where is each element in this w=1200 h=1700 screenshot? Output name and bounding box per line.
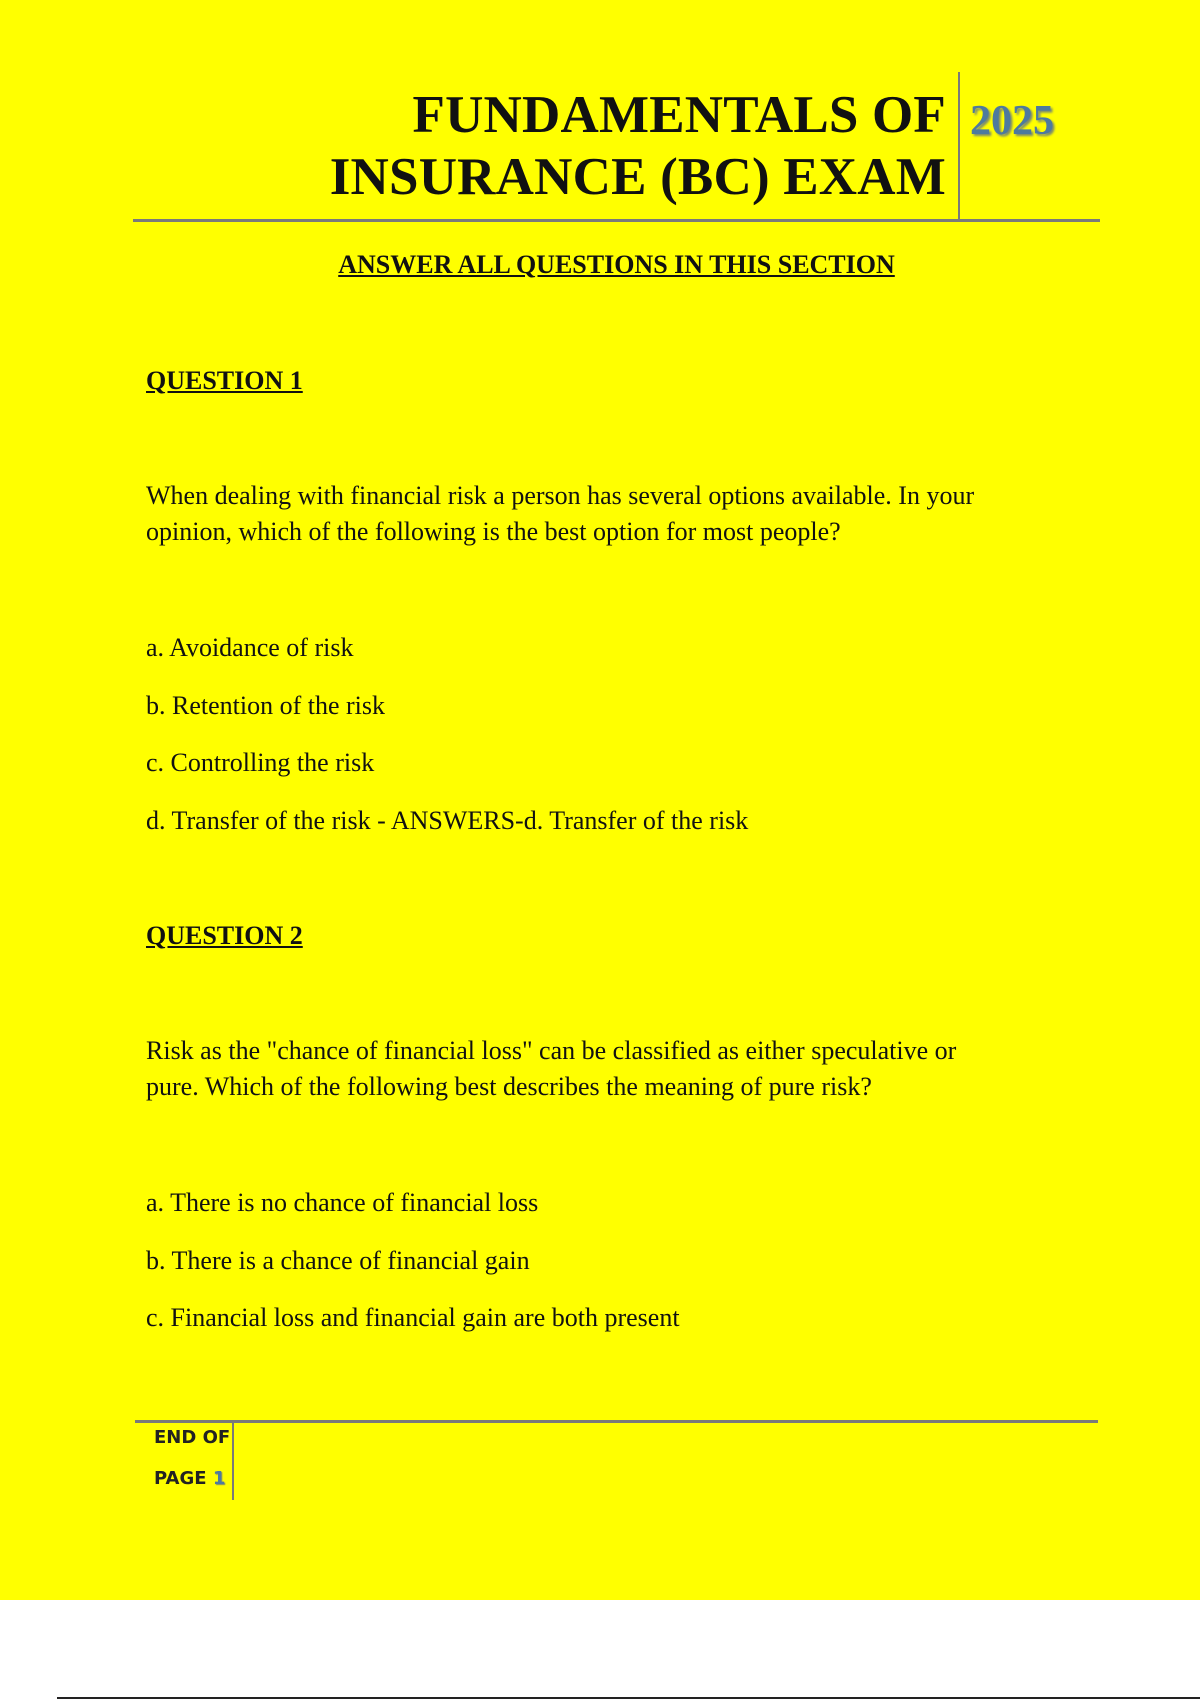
question-2-option-b: b. There is a chance of financial gain — [146, 1246, 530, 1275]
question-2-text-line-2: pure. Which of the following best describes the meaning of pure risk? — [146, 1072, 872, 1101]
question-1-option-a: a. Avoidance of risk — [146, 633, 354, 662]
footer-end-of: END OF — [154, 1427, 231, 1448]
footer-divider — [135, 1420, 1098, 1423]
question-1-option-b: b. Retention of the risk — [146, 691, 386, 720]
section-instruction: ANSWER ALL QUESTIONS IN THIS SECTION — [338, 250, 895, 279]
question-2-heading: QUESTION 2 — [146, 921, 303, 950]
page-title — [134, 84, 946, 208]
page-title-line-1: FUNDAMENTALS OF — [412, 86, 946, 144]
header-year: 2025 — [970, 98, 1054, 144]
question-1-text-line-2: opinion, which of the following is the best option for most people? — [146, 517, 841, 546]
question-2-option-a: a. There is no chance of financial loss — [146, 1188, 539, 1217]
question-1-option-c: c. Controlling the risk — [146, 748, 375, 777]
header-divider-vertical — [958, 72, 960, 220]
question-1-text-line-1: When dealing with financial risk a person has several options available. In your — [146, 481, 975, 510]
bottom-divider — [57, 1697, 1200, 1699]
question-2-text-line-1: Risk as the "chance of financial loss" can be classified as either speculative or — [146, 1036, 957, 1065]
question-1-text — [146, 478, 1066, 550]
page-title-line-2: INSURANCE (BC) EXAM — [329, 148, 946, 206]
question-1-heading: QUESTION 1 — [146, 366, 303, 395]
footer-divider-vertical — [232, 1423, 234, 1500]
question-2-option-c: c. Financial loss and financial gain are both present — [146, 1303, 680, 1332]
question-1-option-d: d. Transfer of the risk - ANSWERS-d. Transfer of the risk — [146, 806, 749, 835]
header-divider — [133, 219, 1100, 222]
footer-page-label — [154, 1467, 225, 1491]
footer-page-text: PAGE — [154, 1468, 207, 1489]
question-2-text — [146, 1033, 1066, 1105]
footer-page-number: 1 — [212, 1468, 226, 1489]
